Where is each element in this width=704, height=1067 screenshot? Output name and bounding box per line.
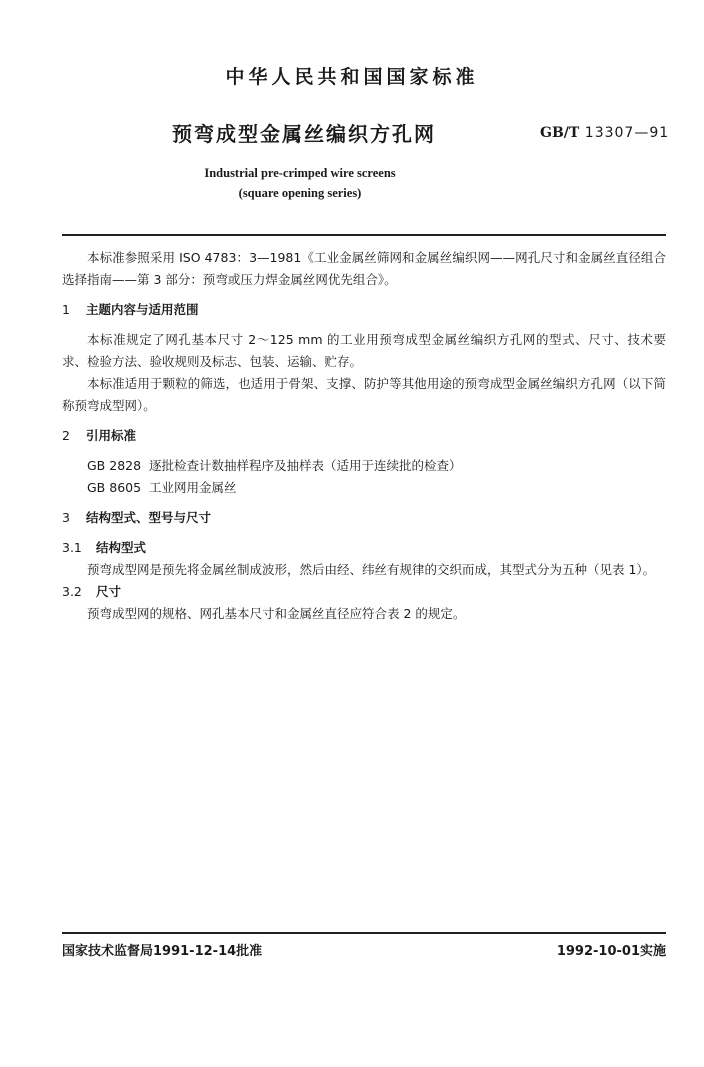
- section-1-heading: [62, 299, 666, 321]
- national-standard-heading: 中华人民共和国国家标准: [225, 66, 479, 88]
- reference-name: 逐批检查计数抽样程序及抽样表（适用于连续批的检查）: [149, 458, 462, 473]
- document-body: [62, 247, 666, 625]
- subsection-3-2-title: 尺寸: [96, 584, 122, 599]
- section-2-number: 2: [62, 428, 70, 443]
- reference-name: 工业网用金属丝: [149, 480, 237, 495]
- header-divider: [62, 234, 666, 236]
- standard-title-cn: 预弯成型金属丝编织方孔网: [172, 122, 436, 146]
- reference-code: GB 2828: [87, 458, 142, 473]
- reference-code: GB 8605: [87, 480, 142, 495]
- standard-title-en: [0, 163, 600, 203]
- section-1-paragraph-1: 本标准规定了网孔基本尺寸 2～125 mm 的工业用预弯成型金属丝编织方孔网的型式、尺寸、技术要求、检验方法、验收规则及标志、包装、运输、贮存。: [62, 332, 666, 369]
- subsection-3-2-number: 3.2: [62, 584, 82, 599]
- subsection-3-1-title: 结构型式: [96, 540, 147, 555]
- section-2-heading: [62, 425, 666, 447]
- section-3-heading: [62, 507, 666, 529]
- subsection-3-2-heading: [62, 581, 666, 603]
- subsection-3-1-number: 3.1: [62, 540, 82, 555]
- standard-number: [540, 125, 669, 141]
- standard-prefix: GB/T: [540, 125, 580, 141]
- implementation-date: 1992-10-01实施: [556, 944, 666, 959]
- reference-item: [62, 455, 666, 477]
- subsection-3-1-heading: [62, 537, 666, 559]
- reference-item: [62, 477, 666, 499]
- subsection-3-1-paragraph: 预弯成型网是预先将金属丝制成波形，然后由经、纬丝有规律的交织而成，其型式分为五种（见表 1）。: [87, 562, 656, 577]
- section-2-title: 引用标准: [86, 428, 137, 443]
- subsection-3-2-paragraph: 预弯成型网的规格、网孔基本尺寸和金属丝直径应符合表 2 的规定。: [87, 606, 466, 621]
- standard-code: 13307—91: [584, 125, 670, 141]
- section-3-title: 结构型式、型号与尺寸: [86, 510, 212, 525]
- section-1-paragraph-2: 本标准适用于颗粒的筛选，也适用于骨架、支撑、防护等其他用途的预弯成型金属丝编织方孔网（以下简称预弯成型网）。: [62, 376, 666, 413]
- section-3-number: 3: [62, 510, 70, 525]
- section-1-number: 1: [62, 302, 70, 317]
- intro-paragraph: 本标准参照采用 ISO 4783：3—1981《工业金属丝筛网和金属丝编织网——网孔尺寸和金属丝直径组合选择指南——第 3 部分：预弯或压力焊金属丝网优先组合》。: [62, 250, 666, 287]
- section-1-title: 主题内容与适用范围: [86, 302, 199, 317]
- title-en-line2: (square opening series): [238, 186, 362, 200]
- footer-divider: [62, 932, 666, 934]
- title-en-line1: Industrial pre-crimped wire screens: [204, 166, 396, 180]
- approval-info: 国家技术监督局1991-12-14批准: [62, 944, 263, 959]
